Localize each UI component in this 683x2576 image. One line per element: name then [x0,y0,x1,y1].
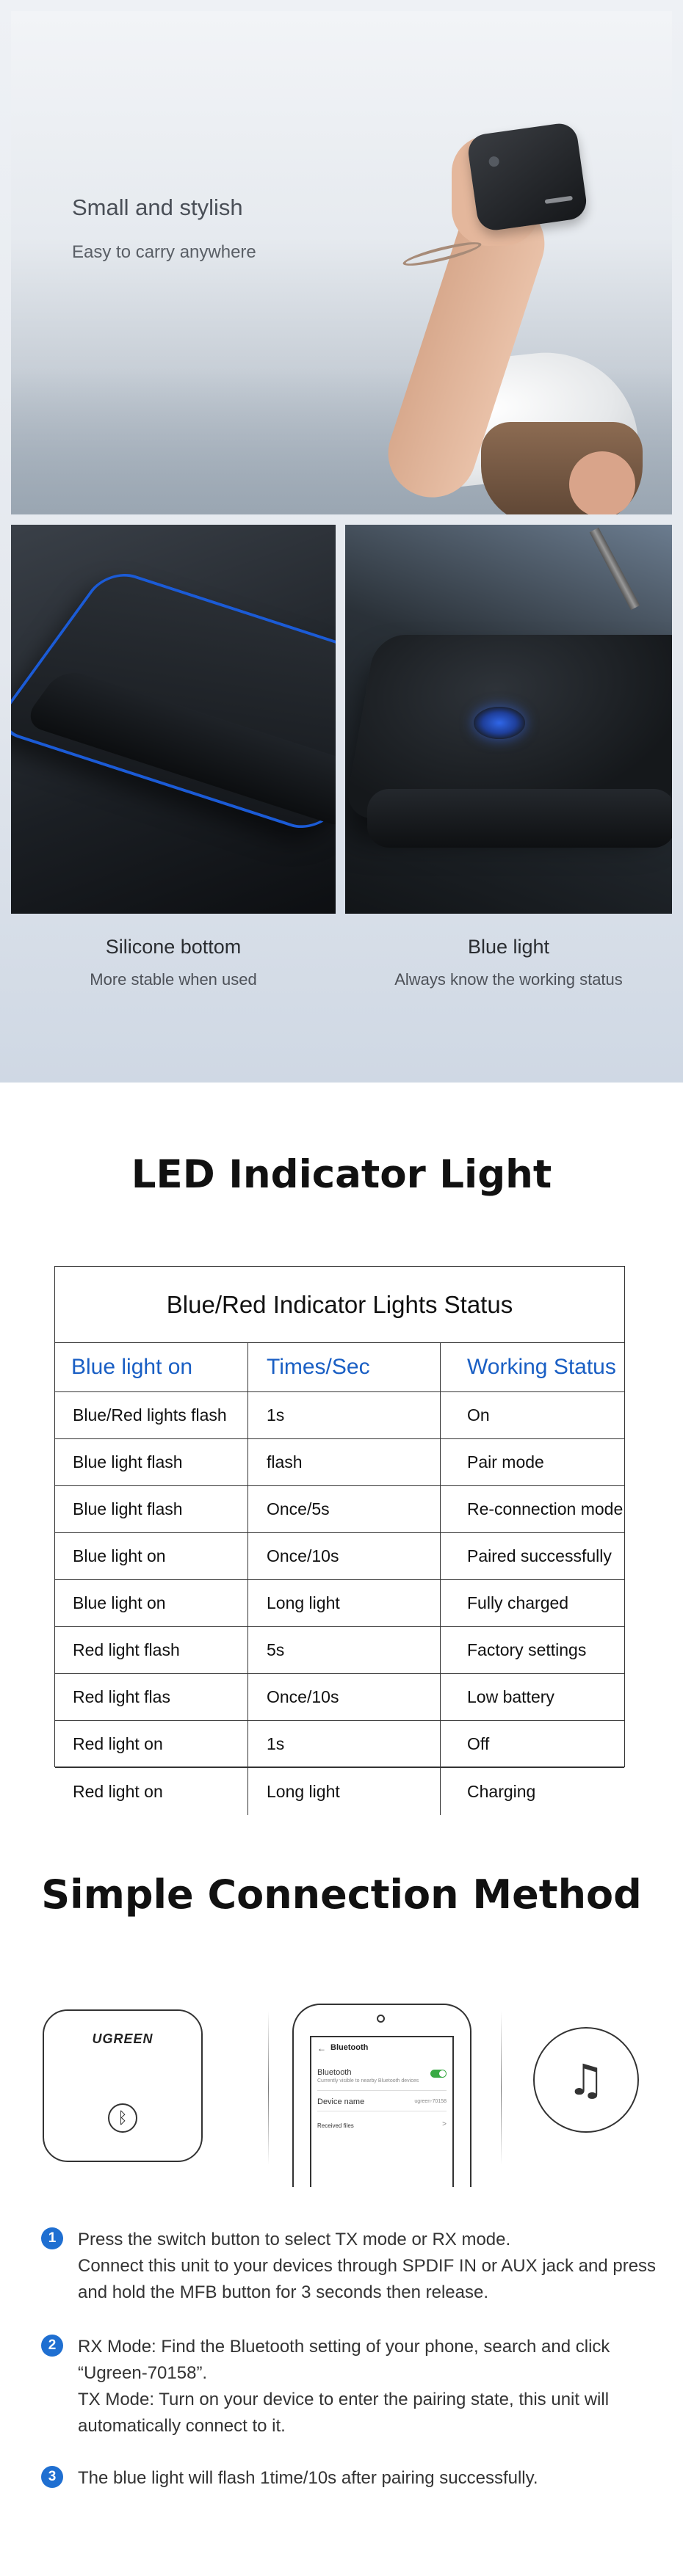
table-cell: Long light [247,1580,440,1626]
table-cell: Pair mode [440,1439,624,1485]
table-row [55,1392,624,1439]
table-cell: 5s [247,1627,440,1673]
table-cell: Once/10s [247,1674,440,1720]
step-text: RX Mode: Find the Bluetooth setting of your phone, search and click “Ugreen-70158”. TX Mode: Turn on your device to enter the pairing state, this unit will automatically connect to it. [78,2337,610,2436]
table-cell: Blue light on [73,1546,166,1565]
table-row [55,1627,624,1674]
device-in-hand [466,121,589,233]
table-row [55,1721,624,1768]
table-cell: Fully charged [440,1580,624,1626]
step-number-badge: 2 [41,2335,63,2357]
device-name-value: ugreen-70158 [414,2099,447,2104]
table-row [55,1486,624,1533]
table-cell: On [440,1392,624,1438]
table-cell: flash [247,1439,440,1485]
bluetooth-setting-sub: Currently visible to nearby Bluetooth devices [317,2078,419,2084]
table-cell: Once/10s [247,1533,440,1579]
table-title: Blue/Red Indicator Lights Status [55,1267,624,1343]
table-row [55,1768,624,1815]
phone-illustration [292,2004,471,2187]
table-cell: Red light flas [73,1687,170,1706]
feature-title: Blue light [467,936,550,958]
table-cell: Long light [247,1768,440,1815]
step-text: Press the switch button to select TX mode or RX mode. Connect this unit to your devices through SPDIF IN or AUX jack and press and hold the MFB button for 3 seconds then release. [78,2230,657,2302]
ugreen-logo: UGREEN [92,2031,153,2046]
feature-subtitle: Always know the working status [394,970,623,989]
table-cell: Paired successfully [440,1533,624,1579]
chevron-right-icon: > [442,2120,447,2128]
bluetooth-unit-illustration [43,2009,203,2162]
connection-heading: Simple Connection Method [41,1871,642,1918]
table-cell: Re-connection mode [440,1486,624,1532]
hero-title: Small and stylish [72,194,243,220]
table-header-row [55,1343,624,1392]
table-cell: Blue light on [73,1593,166,1612]
divider [501,2011,502,2165]
hero-subtitle: Easy to carry anywhere [72,242,256,262]
camera-icon [377,2015,385,2023]
screen-title: Bluetooth [330,2043,369,2052]
led-heading: LED Indicator Light [131,1152,552,1197]
table-row [55,1674,624,1721]
divider [268,2011,269,2165]
bluetooth-symbol: ᛒ [118,2109,128,2127]
step-number-badge: 1 [41,2227,63,2249]
hero-section [0,0,683,1083]
table-cell: 1s [247,1392,440,1438]
table-cell: Once/5s [247,1486,440,1532]
table-cell: Red light on [73,1734,163,1753]
table-cell: Charging [440,1768,624,1815]
table-cell: Low battery [440,1674,624,1720]
bluetooth-icon [108,2103,137,2133]
column-header: Working Status [440,1343,624,1391]
feature-subtitle: More stable when used [90,970,257,989]
table-cell: Blue light flash [73,1499,183,1518]
lifestyle-photo [11,11,672,514]
table-row [55,1533,624,1580]
table-row [55,1439,624,1486]
back-arrow-icon: ← [317,2043,326,2053]
table-cell: 1s [247,1721,440,1767]
device-name-label: Device name [317,2097,365,2106]
table-cell: Red light on [73,1781,163,1801]
column-header: Blue light on [71,1355,193,1379]
blue-light-photo [345,525,672,914]
phone-screen [310,2036,454,2187]
table-cell: Red light flash [73,1640,180,1659]
received-files-label: Received files [317,2122,354,2129]
table-cell: Blue light flash [73,1452,183,1471]
table-cell: Factory settings [440,1627,624,1673]
table-cell: Blue/Red lights flash [73,1405,227,1425]
led-status-table [54,1266,625,1801]
music-symbol: ♫ [567,2055,605,2105]
feature-title: Silicone bottom [105,936,242,958]
blue-indicator-light [474,707,525,739]
table-cell: Off [440,1721,624,1767]
bluetooth-toggle [430,2070,447,2078]
music-note-icon [533,2027,639,2133]
step-number-badge: 3 [41,2466,63,2488]
column-header: Times/Sec [247,1343,440,1391]
silicone-bottom-photo [11,525,336,914]
table-row [55,1580,624,1627]
step-text: The blue light will flash 1time/10s after pairing successfully. [78,2468,538,2488]
bluetooth-setting-label: Bluetooth [317,2068,352,2077]
